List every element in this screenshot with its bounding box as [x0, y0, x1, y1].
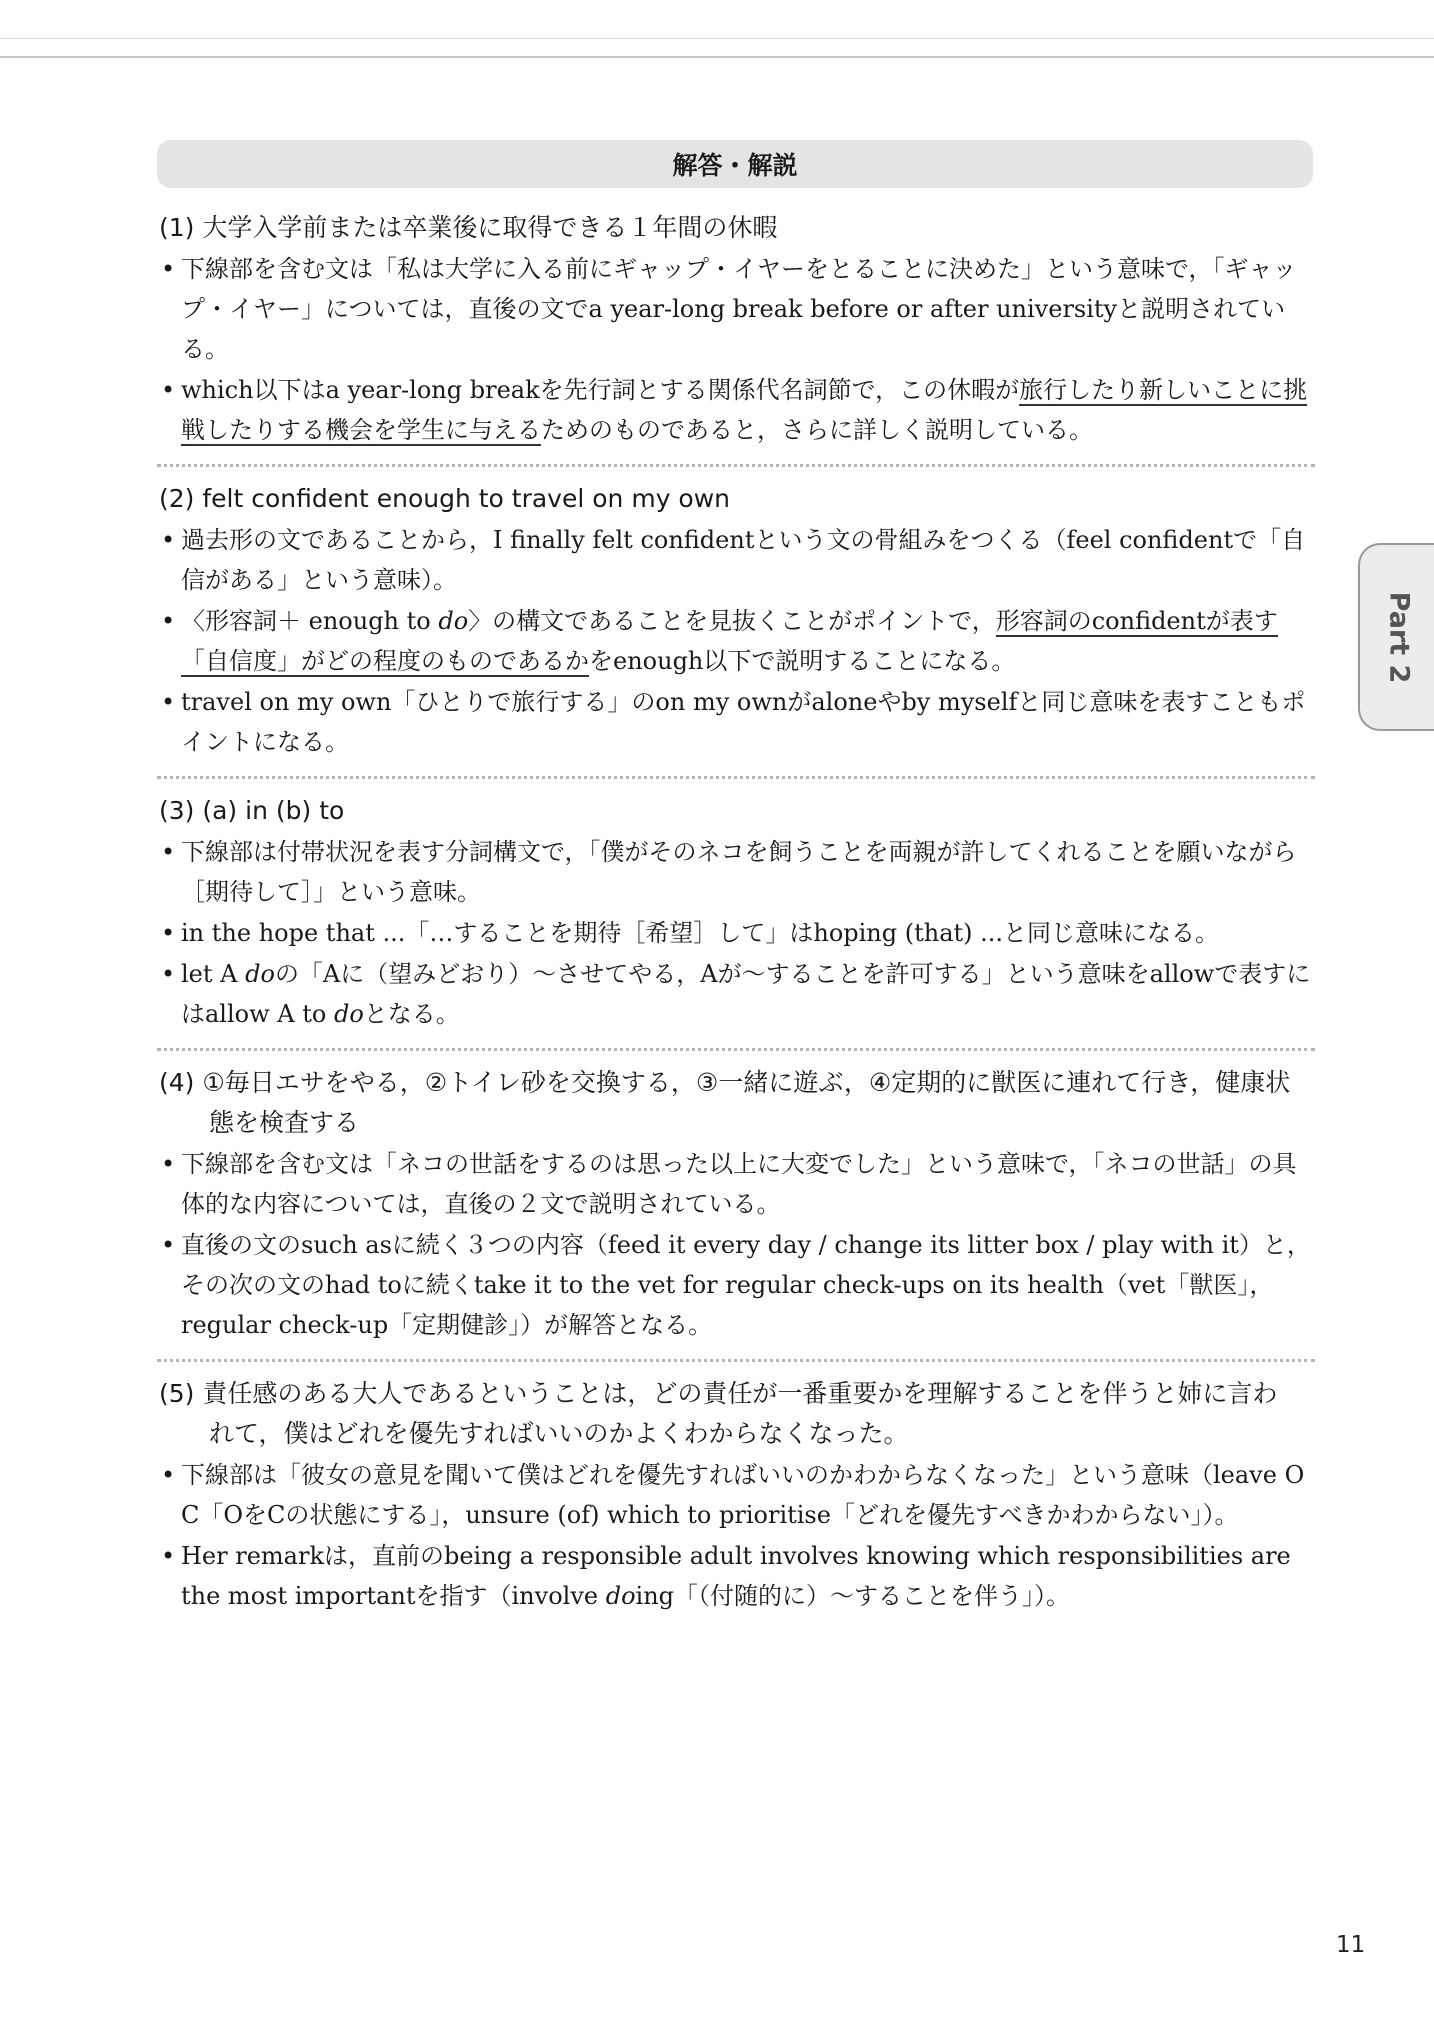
top-rule-thin	[0, 38, 1434, 39]
italic-text: do	[605, 1582, 636, 1610]
bullet-text: 〉の構文であることを見抜くことがポイントで，	[468, 607, 996, 635]
bullet-item	[157, 1455, 1315, 1535]
section-title-line: れて，僕はどれを優先すればいいのかよくわからなくなった。	[209, 1419, 909, 1448]
bullet-item	[157, 249, 1315, 369]
underlined-text: 形容詞のconfidentが表す「自信度」がどの程度のものであるか	[181, 607, 1278, 675]
section-divider	[157, 1359, 1315, 1362]
italic-text: do	[438, 607, 469, 635]
section-title	[157, 1063, 1315, 1143]
bullet-item	[157, 1144, 1315, 1224]
section-title-line: (2) felt confident enough to travel on my own	[159, 484, 731, 513]
bullet-text: 下線部は付帯状況を表す分詞構文で，「僕がそのネコを飼うことを両親が許してくれることを願いながら［期待して］」という意味。	[181, 838, 1297, 906]
section-title-line: (5) 責任感のある大人であるということは，どの責任が一番重要かを理解することを伴うと姉に言わ	[159, 1379, 1278, 1408]
section-divider	[157, 1048, 1315, 1051]
section-title-line: 態を検査する	[209, 1108, 360, 1137]
section-title	[157, 479, 1315, 519]
italic-text: do	[245, 960, 275, 988]
bullet-text: 〈形容詞＋ enough to	[181, 607, 439, 635]
bullet-text: 下線部は「彼女の意見を聞いて僕はどれを優先すればいいのかわからなくなった」という意味（leave O C「OをCの状態にする」，unsure (of) which to prioritise「どれを優先すべきかわからない」）。	[181, 1461, 1305, 1529]
bullet-item	[157, 682, 1315, 762]
part-tab-label: Part 2	[1383, 591, 1415, 683]
bullet-item	[157, 832, 1315, 912]
bullet-text: 直後の文のsuch asに続く３つの内容（feed it every day / change its litter box / play with it）と，その次の文のhad toに続くtake it to the vet for regular check-ups on its health（vet「獣医」，regular check-up「定期健診」）が解答となる。	[181, 1231, 1311, 1339]
bullet-text: travel on my own「ひとりで旅行する」のon my ownがaloneやby myselfと同じ意味を表すこともポイントになる。	[181, 688, 1306, 756]
bullet-text: ためのものであると，さらに詳しく説明している。	[541, 416, 1093, 444]
bullet-item	[157, 370, 1315, 450]
bullet-item	[157, 601, 1315, 681]
section-title	[157, 1374, 1315, 1454]
answer-content	[157, 204, 1315, 1624]
bullet-text: 下線部を含む文は「私は大学に入る前にギャップ・イヤーをとることに決めた」という意味で，「ギャップ・イヤー」については，直後の文でa year-long break before or after universityと説明されている。	[181, 255, 1297, 363]
page-number: 11	[1336, 1932, 1366, 1958]
bullet-text: which以下はa year-long breakを先行詞とする関係代名詞節で，この休暇が	[181, 376, 1020, 404]
bullet-text: の「Aに（望みどおり）～させてやる，Aが～することを許可する」という意味をallowで表すにはallow A to	[181, 960, 1311, 1028]
top-rule	[0, 56, 1434, 58]
italic-text: do	[333, 1000, 364, 1028]
bullet-text: 過去形の文であることから，I finally felt confidentという文の骨組みをつくる（feel confidentで「自信がある」という意味）。	[181, 526, 1306, 594]
part-tab-label-wrap	[1364, 543, 1434, 731]
header-title: 解答・解説	[672, 151, 798, 180]
section-title	[157, 791, 1315, 831]
bullet-item	[157, 954, 1315, 1034]
bullet-item	[157, 913, 1315, 953]
bullet-item	[157, 1225, 1315, 1345]
bullet-text: Her remarkは，直前のbeing a responsible adult involves knowing which responsibilities are the most importantを指す（involve	[181, 1542, 1291, 1610]
underlined-text: 旅行したり新しいことに挑戦したりする機会を学生に与える	[181, 376, 1308, 444]
answer-section	[157, 1059, 1315, 1353]
bullet-item	[157, 1536, 1315, 1616]
answer-section	[157, 475, 1315, 770]
bullet-text: let A	[181, 960, 246, 988]
answer-section	[157, 1370, 1315, 1624]
bullet-item	[157, 520, 1315, 600]
answer-section	[157, 204, 1315, 458]
section-title-line: (3) (a) in (b) to	[159, 796, 345, 825]
answer-section	[157, 787, 1315, 1042]
bullet-text: をenough以下で説明することになる。	[589, 647, 1016, 675]
section-divider	[157, 464, 1315, 467]
section-title-line: (4) ①毎日エサをやる，②トイレ砂を交換する，③一緒に遊ぶ，④定期的に獣医に連れて行き，健康状	[159, 1068, 1291, 1097]
section-divider	[157, 776, 1315, 779]
section-title	[157, 208, 1315, 248]
section-header	[157, 140, 1313, 188]
bullet-text: 下線部を含む文は「ネコの世話をするのは思った以上に大変でした」という意味で，「ネコの世話」の具体的な内容については，直後の２文で説明されている。	[181, 1150, 1297, 1218]
bullet-text: in the hope that ...「…することを期待［希望］して」はhoping (that) ...と同じ意味になる。	[181, 919, 1220, 947]
bullet-text: ing「（付随的に）～することを伴う」）。	[635, 1582, 1071, 1610]
section-title-line: (1) 大学入学前または卒業後に取得できる１年間の休暇	[159, 213, 778, 242]
bullet-text: となる。	[363, 1000, 460, 1028]
